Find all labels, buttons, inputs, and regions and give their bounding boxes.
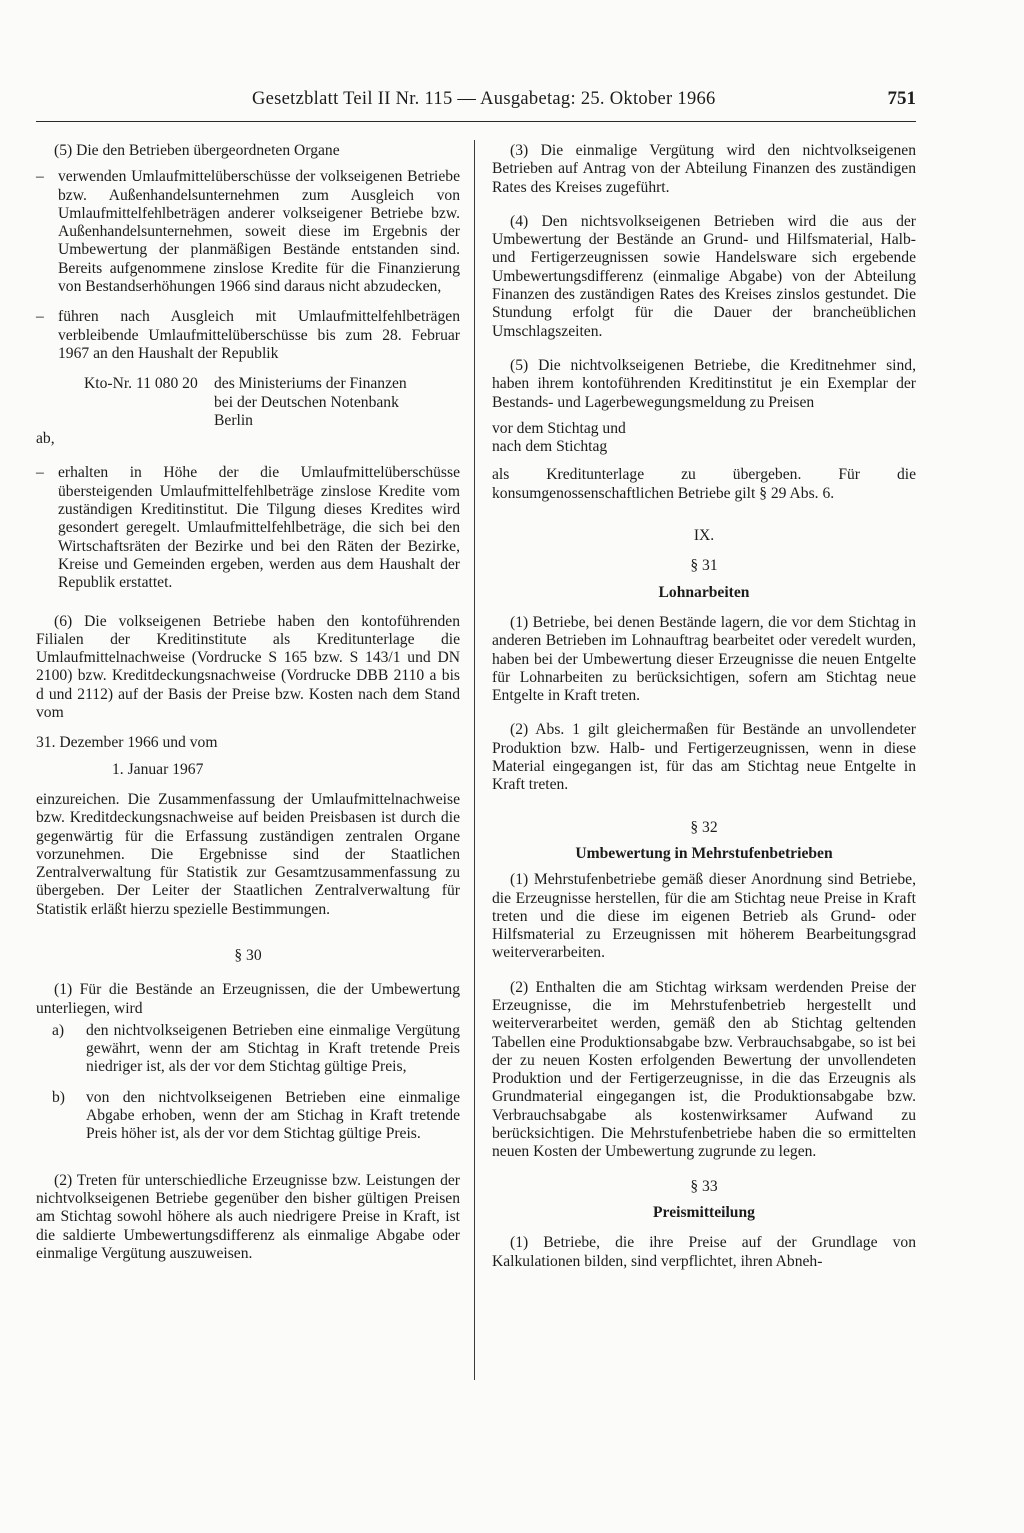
list-item-a bbox=[52, 1022, 460, 1077]
right-column bbox=[492, 142, 916, 1271]
dash-item-text: führen nach Ausgleich mit Umlaufmittelfehlbeträgen verbleibende Umlaufmittelüberschüsse bis zum 28. Februar 1967 an den Haushalt der Republik bbox=[58, 308, 460, 362]
paragraph-30-1: (1) Für die Bestände an Erzeugnissen, die der Umbewertung unterliegen, wird bbox=[36, 981, 460, 1017]
paragraph-30-2: (2) Treten für unterschiedliche Erzeugnisse bzw. Leistungen der nichtvolkseigenen Betriebe gegenüber den bisher gültigen Preisen am Stichtag sowohl höhere als auch niedrigere Preise in Kraft, ist die saldierte Umbewertungsdifferenz als einmalige Abgabe oder einmalige Vergütung auszuweisen. bbox=[36, 1171, 460, 1262]
ab-line: ab, bbox=[36, 430, 55, 448]
dash-marker: – bbox=[36, 308, 44, 326]
page-number: 751 bbox=[887, 88, 916, 109]
list-label: b) bbox=[52, 1088, 65, 1106]
dash-item bbox=[36, 168, 460, 296]
date-line: 1. Januar 1967 bbox=[112, 760, 204, 778]
section-heading-31: § 31 bbox=[690, 557, 718, 575]
account-line: des Ministeriums der Finanzen bbox=[214, 375, 407, 393]
dash-item-text: erhalten in Höhe der die Umlaufmittelüberschüsse übersteigenden Umlaufmittelfehlbeträge zinslose Kredite vom zuständigen Kreditinstitut. Die Tilgung dieses Kredites wird gesondert geregelt. Umlaufmittelfehlbeträge, die sich bei den Wirtschaftsräten der Bezirke und bei den Räten der Bezirke, Kreise und Gemeinden ergeben, werden aus dem Haushalt der Republik erstattet. bbox=[58, 464, 460, 592]
account-holder bbox=[214, 375, 460, 430]
paragraph-6-continued: einzureichen. Die Zusammenfassung der Umlaufmittelnachweise bzw. Kreditdeckungsnachweise auf beiden Preisbasen ist durch die gegenwärtig für die Erfassung zuständigen zentralen Organe vorzunehmen. Die Ergebnisse sind der Staatlichen Zentralverwaltung für Statistik zur Gesamtzusammenfassung zu übergeben. Der Leiter der Staatlichen Zentralverwaltung für Statistik erläßt hierzu spezielle Bestimmungen. bbox=[36, 790, 460, 918]
section-heading-32: § 32 bbox=[690, 818, 718, 836]
date-line: vor dem Stichtag und bbox=[492, 419, 626, 437]
account-line: bei der Deutschen Notenbank bbox=[214, 393, 399, 411]
paragraph-33-1: (1) Betriebe, die ihre Preise auf der Grundlage von Kalkulationen bilden, sind verpflichtet, ihren Abneh- bbox=[492, 1234, 916, 1270]
section-heading-30: § 30 bbox=[234, 946, 262, 964]
list-item-b bbox=[52, 1089, 460, 1144]
paragraph-30-5-continued: als Kreditunterlage zu übergeben. Für die konsumgenossenschaftlichen Betriebe gilt § 29 Abs. 6. bbox=[492, 466, 916, 502]
paragraph-30-5: (5) Die nichtvolkseigenen Betriebe, die Kreditnehmer sind, haben ihrem kontoführenden Kreditinstitut je ein Exemplar der Bestands- und Lagerbewegungsmeldung zu Preisen bbox=[492, 356, 916, 411]
date-line: 31. Dezember 1966 und vom bbox=[36, 734, 218, 752]
section-title-32: Umbewertung in Mehrstufenbetrieben bbox=[575, 844, 833, 862]
paragraph-30-4: (4) Den nichtsvolkseigenen Betrieben wird die aus der Umbewertung der Bestände an Grund- und Hilfsmaterial, Halb- und Fertigerzeugnissen sowie Handelsware sich ergebende Umbewertungsdifferenz (einmalige Abgabe) von der Abteilung Finanzen des zuständigen Rates des Kreises zinslos gestundet. Die Stundung erfolgt für die Dauer der branchеüblichen Umschlagszeiten. bbox=[492, 212, 916, 340]
column-divider bbox=[474, 140, 475, 1380]
list-label: a) bbox=[52, 1021, 65, 1039]
dash-item bbox=[36, 308, 460, 363]
header-title: Gesetzblatt Teil II Nr. 115 — Ausgabetag: 25. Oktober 1966 bbox=[252, 89, 716, 109]
section-heading-33: § 33 bbox=[690, 1177, 718, 1195]
section-title-33: Preismitteilung bbox=[653, 1203, 755, 1221]
account-number: Kto-Nr. 11 080 20 bbox=[84, 375, 198, 393]
paragraph-32-2: (2) Enthalten die am Stichtag wirksam werdenden Preise der Erzeugnisse, die im Mehrstufenbetrieb hergestellt und weiterverarbeitet werden, gemäß den ab Stichtag geltenden Tabellen eine Produktionsabgabe bzw. Verbrauchsabgabe, so ist bei der zu neuen Kosten erfolgenden Bewertung der unvollendeten Produktion und der Fertigerzeugnisse, in die das Erzeugnis als Grundmaterial eingegangen ist, die Produktionsabgabe bzw. Verbrauchsabgabe als kostenwirksamer Aufwand zu berücksichtigen. Die Mehrstufenbetriebe haben die so ermittelten neuen Kosten der Umbewertung zugrunde zu legen. bbox=[492, 978, 916, 1161]
account-block bbox=[84, 375, 460, 430]
paragraph-32-1: (1) Mehrstufenbetriebe gemäß dieser Anordnung sind Betriebe, die Erzeugnisse herstellen, für die am Stichtag neue Preise in Kraft treten und die diese im eigenen Betrieb als Grund- oder Hilfsmaterial zu Erzeugnissen mit höherem Bearbeitungsgrad weiterverarbeiten. bbox=[492, 871, 916, 962]
section-title-31: Lohnarbeiten bbox=[658, 583, 750, 601]
paragraph-30-3: (3) Die einmalige Vergütung wird den nichtvolkseigenen Betrieben auf Antrag von der Abteilung Finanzen des zuständigen Rates des Kreises zugeführt. bbox=[492, 142, 916, 196]
date-line: nach dem Stichtag bbox=[492, 438, 608, 456]
paragraph-6: (6) Die volkseigenen Betriebe haben den kontoführenden Filialen der Kreditinstitute als Kreditunterlage die Umlaufmittelnachweise (Vordrucke S 165 bzw. S 143/1 und DN 2100) bzw. Kreditdeckungsnachweise (Vordrucke DBB 2110 a bis d und 2112) auf der Basis der Preise bzw. Kosten nach dem Stand vom bbox=[36, 612, 460, 722]
dash-item-text: verwenden Umlaufmittelüberschüsse der volkseigenen Betriebe bzw. Außenhandelsunternehmen zum Ausgleich von Umlaufmittelfehlbeträgen anderer volkseigener Betriebe bzw. Außenhandelsunternehmen, soweit diese im Ergebnis der Umbewertung der planmäßigen Bestände entstanden sind. Bereits aufgenommene zinslose Kredite für die Finanzierung von Bestandserhöhungen 1966 sind daraus nicht abzudecken, bbox=[58, 168, 460, 296]
dash-marker: – bbox=[36, 168, 44, 186]
section-ix: IX. bbox=[693, 527, 715, 545]
list-item-text: von den nichtvolkseigenen Betrieben eine einmalige Abgabe erhoben, wenn der am Stichag in Kraft tretende Preis höher ist, als der vor dem Stichtag gültige Preis. bbox=[86, 1088, 460, 1143]
paragraph-5-intro: (5) Die den Betrieben übergeordneten Organe bbox=[54, 142, 340, 159]
list-item-text: den nichtvolkseigenen Betrieben eine einmalige Vergütung gewährt, wenn der am Stichtag in Kraft tretende Preis niedriger ist, als der vor dem Stichtag gültige Preis, bbox=[86, 1021, 460, 1076]
dash-item bbox=[36, 464, 460, 592]
account-line: Berlin bbox=[214, 411, 253, 429]
dash-marker: – bbox=[36, 464, 44, 482]
paragraph-31-1: (1) Betriebe, bei denen Bestände lagern, die vor dem Stichtag in anderen Betrieben im Lohnauftrag bearbeitet oder veredelt wurden, haben bei der Umbewertung dieser Erzeugnisse die neuen Entgelte für Lohnarbeiten zu berücksichtigen, sofern am Stichtag neue Entgelte in Kraft treten. bbox=[492, 613, 916, 705]
page-header bbox=[36, 82, 916, 116]
paragraph-31-2: (2) Abs. 1 gilt gleichermaßen für Bestände an unvollendeter Produktion bzw. Halb- und Fertigerzeugnissen, wenn in diese Material eingegangen ist, für das am Stichtag neue Entgelte in Kraft treten. bbox=[492, 721, 916, 794]
header-rule bbox=[36, 121, 916, 122]
left-column bbox=[36, 142, 460, 1263]
